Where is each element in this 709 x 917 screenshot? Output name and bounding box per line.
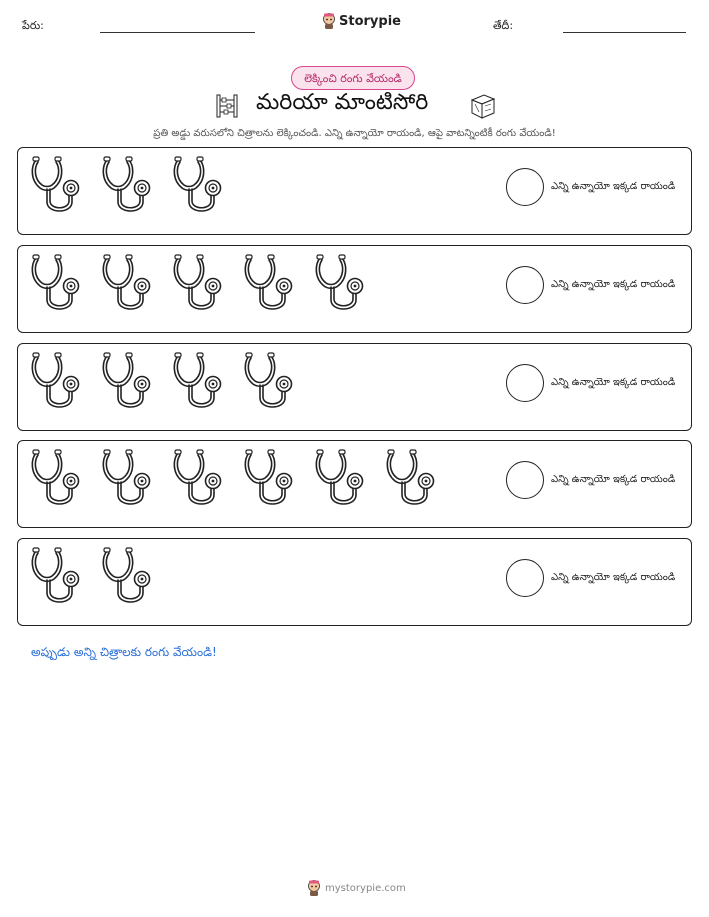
name-line[interactable] <box>100 32 255 33</box>
count-row-1 <box>17 147 692 235</box>
stethoscope-icon[interactable] <box>99 156 157 218</box>
answer-prompt: ఎన్ని ఉన్నాయో ఇక్కడ రాయండి <box>551 474 676 485</box>
stethoscope-icon[interactable] <box>312 449 370 511</box>
topic-pill: లెక్కించి రంగు వేయండి <box>291 66 415 90</box>
count-row-3 <box>17 343 692 431</box>
storypie-mascot-icon <box>307 880 321 896</box>
answer-circle[interactable] <box>506 168 544 206</box>
stethoscope-icon[interactable] <box>241 254 299 316</box>
stethoscope-icon[interactable] <box>170 449 228 511</box>
stethoscope-icon[interactable] <box>28 449 86 511</box>
stethoscope-icon[interactable] <box>99 352 157 414</box>
site-url: mystorypie.com <box>325 882 406 894</box>
answer-circle[interactable] <box>506 461 544 499</box>
closing-note: అప్పుడు అన్ని చిత్రాలకు రంగు వేయండి! <box>31 645 217 659</box>
stethoscope-icon[interactable] <box>312 254 370 316</box>
answer-circle[interactable] <box>506 364 544 402</box>
answer-prompt: ఎన్ని ఉన్నాయో ఇక్కడ రాయండి <box>551 572 676 583</box>
brand-logo <box>322 13 401 29</box>
stethoscope-icon[interactable] <box>170 254 228 316</box>
answer-circle[interactable] <box>506 266 544 304</box>
date-line[interactable] <box>563 32 686 33</box>
count-row-4 <box>17 440 692 528</box>
stethoscope-icon[interactable] <box>99 449 157 511</box>
abacus-icon <box>215 94 239 118</box>
name-label: పేరు: <box>22 19 44 32</box>
stethoscope-icon[interactable] <box>170 156 228 218</box>
stethoscope-icon[interactable] <box>241 352 299 414</box>
stethoscope-icon[interactable] <box>99 254 157 316</box>
stethoscope-icon[interactable] <box>28 547 86 609</box>
answer-circle[interactable] <box>506 559 544 597</box>
brand-name: Storypie <box>339 13 401 29</box>
site-footer <box>307 880 406 896</box>
date-label: తేదీ: <box>493 19 514 32</box>
answer-prompt: ఎన్ని ఉన్నాయో ఇక్కడ రాయండి <box>551 279 676 290</box>
stethoscope-icon[interactable] <box>241 449 299 511</box>
stethoscope-icon[interactable] <box>28 156 86 218</box>
count-row-5 <box>17 538 692 626</box>
stethoscope-icon[interactable] <box>99 547 157 609</box>
instructions: ప్రతి అడ్డు వరుసలోని చిత్రాలను లెక్కించండి. ఎన్ని ఉన్నాయో రాయండి, ఆపై వాటన్నింటికీ రంగు వేయండి! <box>153 128 556 139</box>
wooden-cube-icon <box>468 92 496 120</box>
count-row-2 <box>17 245 692 333</box>
stethoscope-icon[interactable] <box>28 352 86 414</box>
stethoscope-icon[interactable] <box>28 254 86 316</box>
answer-prompt: ఎన్ని ఉన్నాయో ఇక్కడ రాయండి <box>551 377 676 388</box>
page-title: మరియా మాంటిసోరి <box>256 90 429 115</box>
stethoscope-icon[interactable] <box>383 449 441 511</box>
storypie-mascot-icon <box>322 13 336 29</box>
answer-prompt: ఎన్ని ఉన్నాయో ఇక్కడ రాయండి <box>551 181 676 192</box>
stethoscope-icon[interactable] <box>170 352 228 414</box>
